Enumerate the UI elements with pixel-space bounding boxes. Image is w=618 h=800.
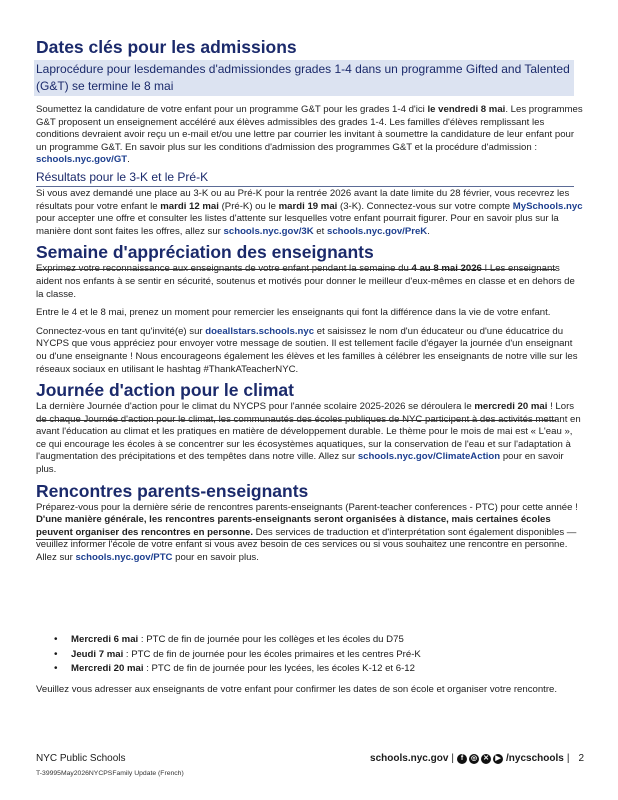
- page-number: 2: [578, 753, 584, 764]
- teacher-paragraph-2: Entre le 4 et le 8 mai, prenez un moment pour remercier les enseignants qui font la différence dans la vie de votre enfant.: [36, 307, 551, 319]
- text: .: [127, 154, 130, 166]
- text: La dernière Journée d'action pour le climat du NYCPS pour l'année scolaire 2025-2026 se déroulera le: [36, 401, 475, 413]
- bullet-icon: •: [54, 634, 58, 645]
- text: et saisissez le nom d'un éducateur ou d'une éducatrice du NYCPS que vous appréciez pour envoyer votre message de soutien. Il est tellement facile d'égayer la journée d'un enseignant ou d'une enseignante ! Nous encourageons également les élèves et les familles à célébrer les enseignants de notre ville sur les réseaux sociaux en utilisant le hashtag #ThankATeacherNYC.: [36, 325, 578, 375]
- page-footer: [36, 753, 584, 783]
- teacher-paragraph-3: [36, 326, 584, 376]
- social-icons: [457, 754, 503, 764]
- list-item: [54, 662, 574, 677]
- text: Connectez-vous en tant qu'invité(e) sur: [36, 325, 206, 337]
- subheading-rule: [36, 186, 574, 187]
- gt-deadline-banner: Laprocédure pour lesdemandes d'admissiondes grades 1-4 dans un programme Gifted and Talented (G&T) se termine le 8 mai: [34, 60, 574, 96]
- item-date: Mercredi 20 mai: [71, 663, 144, 674]
- text: Exprimez votre reconnaissance aux enseignants de votre enfant pendant la semaine du: [36, 263, 412, 275]
- newsletter-content: [36, 36, 584, 565]
- item-text: : PTC de fin de journée pour les collèges et les écoles du D75: [138, 634, 404, 645]
- rule: [36, 539, 556, 540]
- text: Si vous avez demandé une place au 3-K ou au Pré-K pour la rentrée 2026 avant la date limite du 28 février, vous recevrez les résultats pour votre enfant le: [36, 187, 570, 212]
- text: Des services de traduction et d'interprétation sont également disponibles — veuillez informer l'école de votre enfant si vous avez besoin de ces services ou si vous souhaitez une rencontre en personne. Allez sur: [36, 526, 577, 564]
- gt-link[interactable]: schools.nyc.gov/GT: [36, 154, 128, 166]
- text: ! Les enseignants aident nos enfants à se sentir en sécurité, soutenus et motivés pour donner le meilleur d'eux-mêmes en classe et en dehors de la classe.: [36, 263, 575, 300]
- text: .: [427, 225, 430, 237]
- text: pour accepter une offre et consulter les listes d'attente sur lesquelles votre enfant pourrait figurer. Pour en savoir plus sur la manière dont sont faites les offres, allez sur: [36, 213, 559, 237]
- text: et: [313, 225, 327, 237]
- footer-right: [370, 753, 584, 764]
- text: ! Lors de chaque Journée d'action pour le climat, les communautés des écoles publiques de NYC participent à des activités mettant en avant l'éducation au climat et les pratiques en matière de développement durable. Le thème pour le mois de mai est « L'eau », ce qui encourage les écoles à se concentrer sur les écosystèmes aquatiques, sur la conservation de l'eau et sur l'adaptation à l'augmentation des précipitations et des tempêtes dans notre ville. Allez sur: [36, 401, 581, 463]
- bold-date: mardi 12 mai: [160, 200, 219, 212]
- text: Soumettez la candidature de votre enfant pour un programme G&T pour les grades 1-4 d'ici: [36, 104, 428, 115]
- climate-paragraph: [36, 401, 584, 477]
- 3k-link[interactable]: schools.nyc.gov/3K: [223, 225, 314, 237]
- gt-paragraph: [36, 104, 584, 167]
- bold-text: D'une manière générale, les rencontres parents-enseignants seront organisées à distance, mais certaines écoles peuvent organiser des rencontres en personne.: [36, 514, 551, 538]
- teacher-paragraph-1: [36, 263, 584, 301]
- text: . Les programmes G&T proposent un enseignement accéléré aux élèves admissibles des grades 1-4. Les familles d'élèves remplissant les conditions devraient avoir reçu un e-mail et/ou une lettre par courrier les invitant à soumettre la candidature de leur enfant pour un programme G&T. En savoir plus sur les conditions d'admission des programmes G&T et la procédure d'admission :: [36, 104, 583, 153]
- climate-link[interactable]: schools.nyc.gov/ClimateAction: [357, 451, 501, 463]
- item-date: Jeudi 7 mai: [71, 648, 124, 660]
- item-text: : PTC de fin de journée pour les écoles primaires et les centres Pré-K: [123, 648, 421, 660]
- subheading-text: Résultats pour le 3-K et le Pré-K: [36, 169, 209, 184]
- list-item: [54, 633, 574, 648]
- facebook-icon[interactable]: f: [457, 754, 467, 764]
- footer-doc-code: T-39995May2026NYCPSFamily Update (French): [36, 770, 184, 777]
- prek-link[interactable]: schools.nyc.gov/PreK: [326, 225, 428, 237]
- x-icon[interactable]: ✕: [481, 754, 491, 764]
- climate-title: Journée d'action pour le climat: [36, 380, 294, 401]
- item-date: Mercredi 6 mai: [71, 634, 139, 645]
- strike-rule: [36, 269, 556, 270]
- bold-date: 4 au 8 mai 2026: [411, 263, 482, 275]
- text: (Pré-K) ou le: [218, 200, 279, 212]
- results-paragraph: [36, 188, 584, 238]
- bold-date: le vendredi 8 mai: [427, 104, 506, 115]
- bold-date: mercredi 20 mai: [474, 401, 548, 413]
- ptc-paragraph: [36, 502, 584, 565]
- bullet-icon: •: [54, 648, 58, 660]
- ptc-closing-paragraph: Veuillez vous adresser aux enseignants de votre enfant pour confirmer les dates de son école et organiser votre rencontre.: [36, 684, 558, 695]
- teacher-appreciation-title: Semaine d'appréciation des enseignants: [36, 242, 374, 263]
- ptc-section: [36, 481, 584, 565]
- item-text: : PTC de fin de journée pour les lycées, les écoles K-12 et 6-12: [143, 663, 415, 674]
- climate-section: [36, 380, 584, 477]
- results-subheading: [36, 170, 584, 185]
- footer-separator: |: [451, 753, 455, 764]
- footer-separator: |: [566, 753, 570, 764]
- bullet-icon: •: [54, 663, 58, 674]
- rule: [36, 420, 556, 421]
- doeallstars-link[interactable]: doeallstars.schools.nyc: [205, 325, 315, 337]
- ptc-link[interactable]: schools.nyc.gov/PTC: [75, 552, 173, 564]
- text: pour en savoir plus.: [36, 451, 564, 476]
- text: Préparez-vous pour la dernière série de rencontres parents-enseignants (Parent-teacher conferences - PTC) pour cette année !: [36, 501, 578, 513]
- bold-date: mardi 19 mai: [278, 200, 338, 212]
- ptc-title: Rencontres parents-enseignants: [36, 480, 309, 501]
- text: pour en savoir plus.: [172, 552, 259, 564]
- ptc-date-list: [54, 633, 574, 677]
- admissions-title: Dates clés pour les admissions: [36, 37, 297, 57]
- footer-org: NYC Public Schools: [36, 753, 126, 764]
- footer-social-handle[interactable]: /nycschools: [506, 753, 564, 764]
- list-item: [54, 648, 574, 663]
- teacher-appreciation-section: [36, 242, 584, 376]
- youtube-icon[interactable]: ▶: [493, 754, 503, 764]
- instagram-icon[interactable]: ◎: [470, 754, 478, 762]
- footer-site-link[interactable]: schools.nyc.gov: [370, 753, 449, 764]
- admissions-section: [36, 36, 584, 238]
- text: (3-K). Connectez-vous sur votre compte: [337, 200, 513, 212]
- myschools-link[interactable]: MySchools.nyc: [512, 200, 583, 212]
